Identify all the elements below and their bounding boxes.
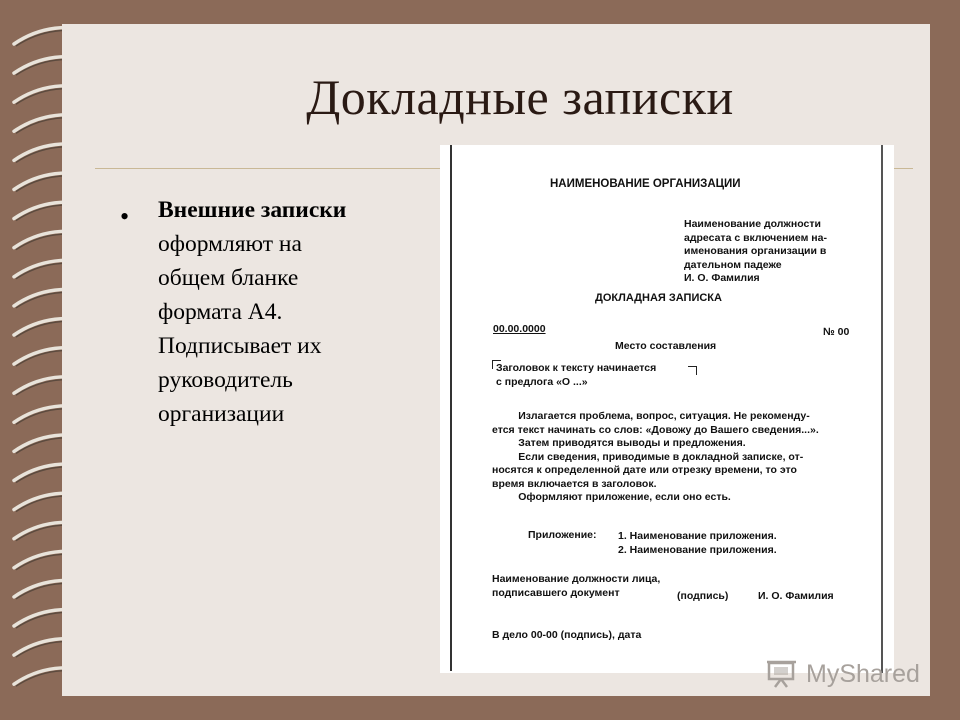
bullet-icon: • xyxy=(120,202,130,231)
doc-appendix-label: Приложение: xyxy=(528,529,597,541)
doc-place: Место составления xyxy=(615,340,717,352)
document-left-border xyxy=(450,145,452,671)
document-sample-image xyxy=(440,145,894,673)
doc-addressee: Наименование должности адресата с включением на- именования организации в дательном падеже И. О. Фамилия xyxy=(684,218,827,284)
watermark-text: MyShared xyxy=(806,659,920,688)
doc-date: 00.00.0000 xyxy=(493,323,546,335)
slide-title: Докладные записки xyxy=(306,69,734,125)
doc-header-note: Заголовок к тексту начинается с предлога «О ...» xyxy=(496,362,657,388)
presentation-board-icon xyxy=(766,659,800,689)
doc-signature-mark: (подпись) xyxy=(677,590,729,602)
doc-org-name: НАИМЕНОВАНИЕ ОРГАНИЗАЦИИ xyxy=(550,178,741,190)
doc-body-text: Излагается проблема, вопрос, ситуация. Не рекоменду- ется текст начинать со слов: «Довожу до Вашего сведения...». Затем приводятся выводы и предложения. Если сведения, приводимые в докладной записке, от- носятся к определенной дате или отрезку времени, то это время включается в заголовок. Оформляют приложение, если оно есть. xyxy=(492,410,819,503)
doc-number: № 00 xyxy=(823,326,850,338)
doc-signer-name: И. О. Фамилия xyxy=(758,590,834,602)
bullet-bold-text: Внешние записки xyxy=(158,197,347,223)
bullet-item xyxy=(158,193,373,431)
doc-signer-position: Наименование должности лица, подписавшего документ xyxy=(492,573,661,599)
bullet-rest-text: оформляют на общем бланке формата А4. Подписывает их руководитель организации xyxy=(158,231,322,427)
doc-appendix-list: 1. Наименование приложения. 2. Наименование приложения. xyxy=(618,530,777,556)
watermark-logo xyxy=(766,656,920,692)
document-right-border xyxy=(881,145,883,673)
doc-heading: ДОКЛАДНАЯ ЗАПИСКА xyxy=(595,292,722,304)
doc-file-note: В дело 00-00 (подпись), дата xyxy=(492,629,642,641)
corner-bracket-right xyxy=(688,366,697,375)
